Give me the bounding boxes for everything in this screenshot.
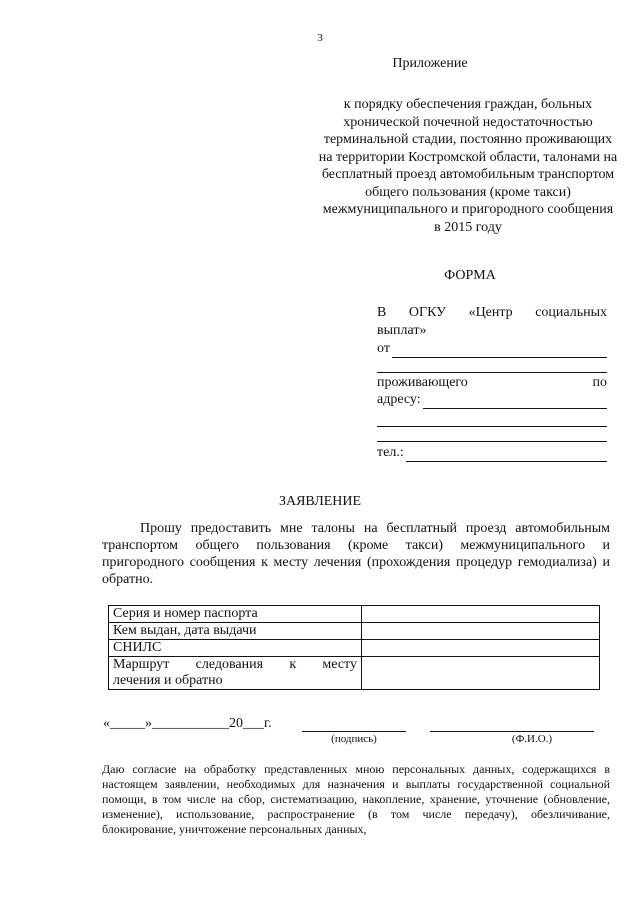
residence-line bbox=[377, 374, 607, 392]
table-label-line: Маршрут следования к месту bbox=[113, 657, 357, 672]
addressee-word: ОГКУ bbox=[408, 305, 447, 320]
signature-caption: (подпись) bbox=[331, 733, 377, 745]
addressee-word: В bbox=[377, 305, 387, 320]
table-label: СНИЛС bbox=[109, 640, 362, 657]
statement-text: Прошу предоставить мне талоны на бесплатный проезд автомобильным транспортом общего пользования (кроме такси) межмуниципального и пригородного сообщения к месту лечения (прохождения процедур гемодиализа) и обратно. bbox=[102, 521, 610, 587]
blank-line[interactable] bbox=[377, 426, 607, 427]
living-label: проживающего bbox=[377, 375, 468, 390]
addressee-line bbox=[377, 304, 607, 322]
table-value[interactable] bbox=[362, 640, 600, 657]
consent-text: Даю согласие на обработку представленных мною персональных данных, содержащихся в настоящем заявлении, необходимых для назначения и выплаты государственной социальной помощи, в том числе на сбор, систематизацию, накопление, хранение, уточнение (обновление, изменение), использование, распространение (в том числе передачу), обезличивание, блокирование, уничтожение персональных данных, bbox=[102, 762, 610, 836]
blank-line[interactable] bbox=[377, 372, 607, 373]
appendix-text: к порядку обеспечения граждан, больных хронической почечной недостаточностью терминальной стадии, постоянно проживающих на территории Костромской области, талонами на бесплатный проезд автомобильным транспортом общего пользования (кроме такси) межмуниципального и пригородного сообщения в 2015 году bbox=[318, 97, 618, 235]
phone-blank[interactable] bbox=[406, 447, 607, 462]
table-row bbox=[109, 657, 600, 690]
address-label: адресу: bbox=[377, 392, 421, 407]
date-field[interactable]: «_____»___________20___г. bbox=[103, 716, 272, 731]
addressee-line-2: выплат» bbox=[377, 323, 427, 338]
applicant-info-table bbox=[108, 605, 600, 690]
address-field[interactable] bbox=[377, 391, 607, 409]
page-number: 3 bbox=[317, 32, 323, 44]
signature-blank[interactable] bbox=[302, 731, 406, 732]
table-row bbox=[109, 640, 600, 657]
appendix-title: Приложение bbox=[392, 56, 468, 71]
table-label-line: лечения и обратно bbox=[113, 673, 223, 688]
table-value[interactable] bbox=[362, 657, 600, 690]
addressee-word: социальных bbox=[535, 305, 607, 320]
name-blank[interactable] bbox=[430, 731, 594, 732]
name-caption: (Ф.И.О.) bbox=[511, 733, 553, 745]
table-label: Кем выдан, дата выдачи bbox=[109, 623, 362, 640]
phone-field[interactable] bbox=[377, 444, 607, 462]
table-label bbox=[109, 657, 362, 690]
table-label: Серия и номер паспорта bbox=[109, 606, 362, 623]
table-value[interactable] bbox=[362, 623, 600, 640]
table-value[interactable] bbox=[362, 606, 600, 623]
statement-title: ЗАЯВЛЕНИЕ bbox=[278, 494, 362, 509]
table-row bbox=[109, 606, 600, 623]
from-blank[interactable] bbox=[392, 343, 607, 358]
addressee-word: «Центр bbox=[468, 305, 513, 320]
from-label: от bbox=[377, 341, 390, 356]
from-field[interactable] bbox=[377, 340, 607, 358]
address-blank[interactable] bbox=[423, 394, 607, 409]
blank-line[interactable] bbox=[377, 441, 607, 442]
phone-label: тел.: bbox=[377, 445, 404, 460]
table-row bbox=[109, 623, 600, 640]
by-label: по bbox=[592, 375, 607, 390]
signature-row bbox=[103, 716, 623, 732]
form-label: ФОРМА bbox=[444, 268, 496, 283]
